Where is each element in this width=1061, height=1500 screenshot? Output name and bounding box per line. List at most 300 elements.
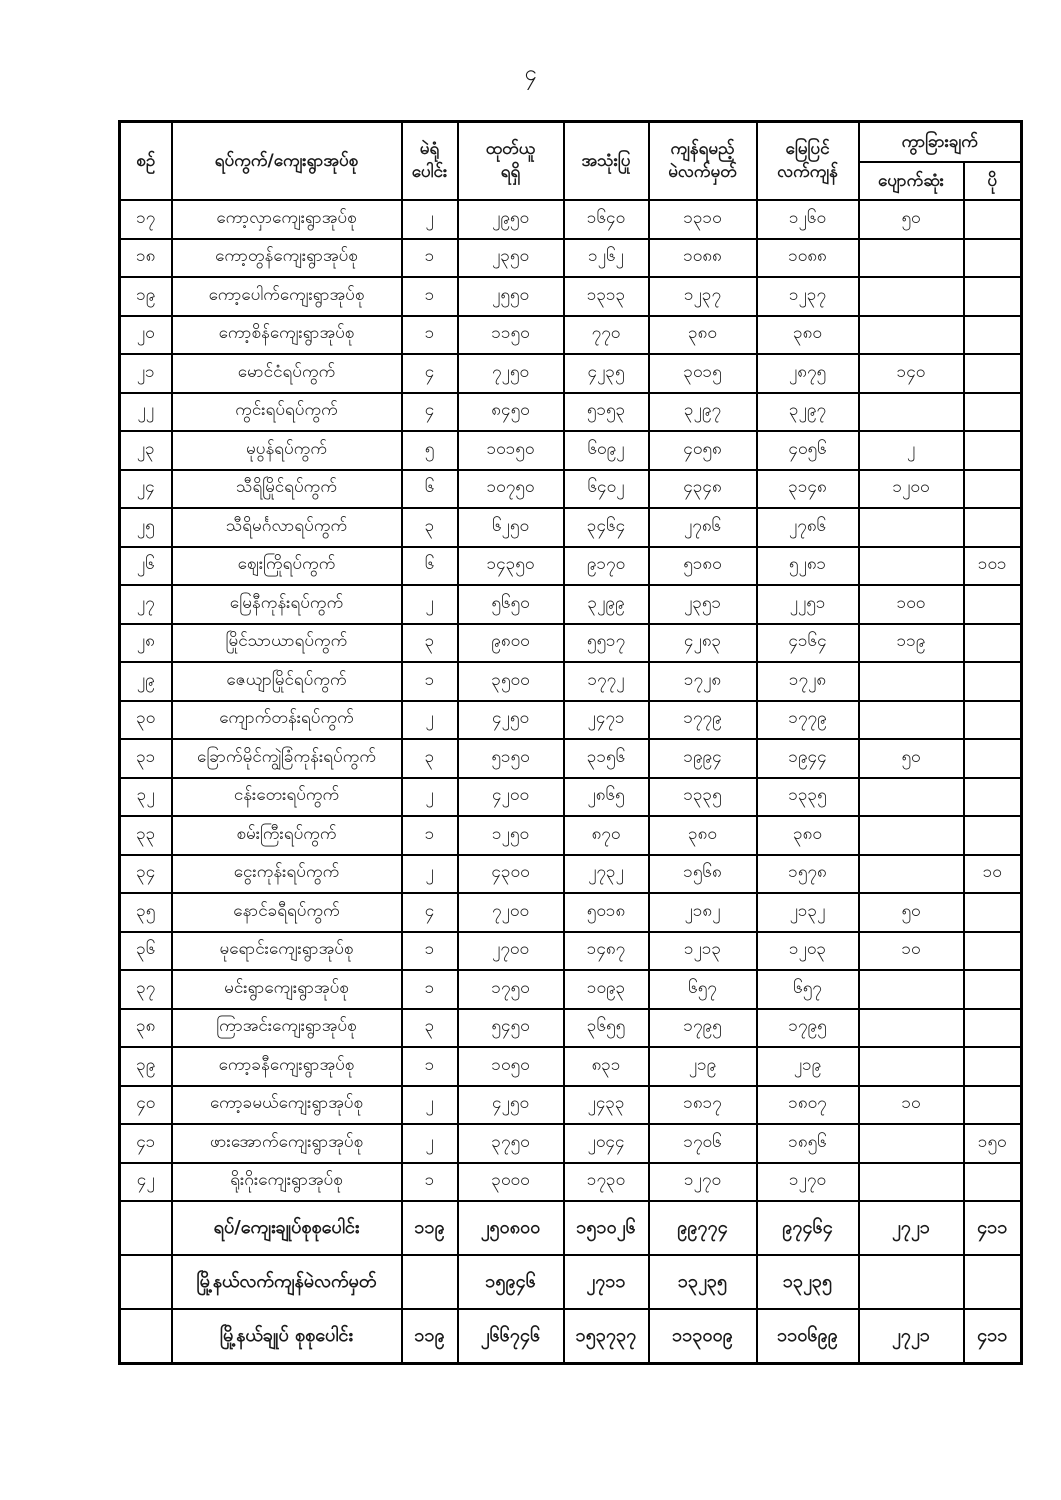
value-cell: ၁၇၂၈: [649, 662, 757, 701]
value-cell: [964, 624, 1022, 663]
value-cell: ၁၃၁၃: [564, 277, 649, 316]
ward-name-cell: မုပွန်ရပ်ကွက်: [172, 431, 402, 470]
value-cell: ၆: [402, 470, 458, 509]
value-cell: ၂၂၅၁: [757, 585, 859, 624]
value-cell: ၉၈၀၀: [458, 624, 564, 663]
table-row: [120, 393, 1022, 432]
value-cell: ၁၀၈၈: [757, 239, 859, 278]
value-cell: ၄: [402, 393, 458, 432]
value-cell: [859, 1163, 964, 1202]
serial-cell: ၃၆: [120, 932, 172, 971]
table-row: [120, 624, 1022, 663]
value-cell: [964, 354, 1022, 393]
value-cell: ၄၃၄၈: [649, 470, 757, 509]
total-value-cell: [964, 1255, 1022, 1309]
serial-cell: ၄၁: [120, 1124, 172, 1163]
serial-cell: ၃၀: [120, 701, 172, 740]
value-cell: ၁: [402, 1163, 458, 1202]
col-header-extra: ပို: [964, 162, 1022, 200]
value-cell: [859, 970, 964, 1009]
value-cell: ၈၃၁: [564, 1047, 649, 1086]
page-number: ၄: [524, 61, 537, 86]
value-cell: [859, 316, 964, 355]
value-cell: [964, 277, 1022, 316]
value-cell: [859, 816, 964, 855]
value-cell: [964, 662, 1022, 701]
value-cell: ၅၀: [859, 739, 964, 778]
table-header: [120, 122, 1022, 201]
value-cell: ၃: [402, 739, 458, 778]
table-row: [120, 354, 1022, 393]
value-cell: ၁၀: [964, 855, 1022, 894]
ward-name-cell: နောင်ခရီရပ်ကွက်: [172, 893, 402, 932]
table-row: [120, 855, 1022, 894]
value-cell: ၁၃၃၅: [757, 778, 859, 817]
value-cell: ၁၁၉: [859, 624, 964, 663]
value-cell: [859, 393, 964, 432]
value-cell: [964, 1009, 1022, 1048]
ward-name-cell: ကော့စိန်ကျေးရွာအုပ်စု: [172, 316, 402, 355]
table-row: [120, 701, 1022, 740]
col-header-difference: ကွာခြားချက်: [859, 122, 1022, 163]
total-row: [120, 1309, 1022, 1364]
value-cell: ၂၁၃၂: [757, 893, 859, 932]
ward-name-cell: ကော့တွန်ကျေးရွာအုပ်စု: [172, 239, 402, 278]
value-cell: ၂၁၉: [757, 1047, 859, 1086]
value-cell: ၃၂၉၇: [649, 393, 757, 432]
value-cell: ၇၇၀: [564, 316, 649, 355]
table-row: [120, 585, 1022, 624]
value-cell: ၁၀၁: [964, 547, 1022, 586]
ward-name-cell: စမ်းကြီးရပ်ကွက်: [172, 816, 402, 855]
value-cell: ၁: [402, 932, 458, 971]
serial-cell: ၂၅: [120, 508, 172, 547]
value-cell: ၃၅၀၀: [458, 662, 564, 701]
value-cell: ၁၅၇၈: [757, 855, 859, 894]
table-row: [120, 662, 1022, 701]
value-cell: ၂၁၈၂: [649, 893, 757, 932]
value-cell: ၃၆၅၅: [564, 1009, 649, 1048]
value-cell: ၂၄၇၁: [564, 701, 649, 740]
value-cell: ၃၀၀၀: [458, 1163, 564, 1202]
value-cell: [859, 855, 964, 894]
serial-cell: ၂၀: [120, 316, 172, 355]
serial-cell: ၂၇: [120, 585, 172, 624]
table-body: [120, 200, 1022, 1201]
value-cell: ၁၂၆၀: [757, 200, 859, 239]
value-cell: [964, 1047, 1022, 1086]
value-cell: [964, 393, 1022, 432]
value-cell: ၂၇၈၆: [757, 508, 859, 547]
table-row: [120, 470, 1022, 509]
value-cell: ၈၇၀: [564, 816, 649, 855]
total-value-cell: ၁၅၁၀၂၆: [564, 1201, 649, 1255]
value-cell: ၁၀၈၈: [649, 239, 757, 278]
value-cell: ၄၀၅၆: [757, 431, 859, 470]
value-cell: ၂၅၅၀: [458, 277, 564, 316]
ward-name-cell: မောင်ငံရပ်ကွက်: [172, 354, 402, 393]
ward-name-cell: ဖားအောက်ကျေးရွာအုပ်စု: [172, 1124, 402, 1163]
value-cell: [964, 239, 1022, 278]
total-value-cell: ၂၆၆၇၄၆: [458, 1309, 564, 1364]
value-cell: ၁: [402, 239, 458, 278]
value-cell: [859, 1124, 964, 1163]
col-header-lost: ပျောက်ဆုံး: [859, 162, 964, 200]
value-cell: ၁၈၅၆: [757, 1124, 859, 1163]
serial-cell: ၂၁: [120, 354, 172, 393]
table-row: [120, 1124, 1022, 1163]
value-cell: ၃: [402, 624, 458, 663]
total-value-cell: ၁၁၃၀၀၉: [649, 1309, 757, 1364]
ward-name-cell: သီရိမင်္ဂလာရပ်ကွက်: [172, 508, 402, 547]
table-row: [120, 547, 1022, 586]
ward-name-cell: ဇေယျာမြိုင်ရပ်ကွက်: [172, 662, 402, 701]
ward-name-cell: မြိုင်သာယာရပ်ကွက်: [172, 624, 402, 663]
value-cell: [859, 1047, 964, 1086]
table-row: [120, 431, 1022, 470]
value-cell: [964, 970, 1022, 1009]
value-cell: ၃: [402, 1009, 458, 1048]
value-cell: ၁၅၆၈: [649, 855, 757, 894]
serial-cell: ၃၁: [120, 739, 172, 778]
value-cell: ၄: [402, 893, 458, 932]
total-label-cell: မြို့နယ်လက်ကျန်မဲလက်မှတ်: [172, 1255, 402, 1309]
value-cell: ၅: [402, 431, 458, 470]
value-cell: ၁၂၇၀: [757, 1163, 859, 1202]
value-cell: ၁: [402, 277, 458, 316]
value-cell: [964, 739, 1022, 778]
value-cell: ၅၅၁၇: [564, 624, 649, 663]
table-row: [120, 932, 1022, 971]
value-cell: ၂: [402, 701, 458, 740]
value-cell: ၁: [402, 662, 458, 701]
serial-cell: ၃၈: [120, 1009, 172, 1048]
serial-cell: ၃၇: [120, 970, 172, 1009]
value-cell: ၁၂၃၇: [649, 277, 757, 316]
value-cell: ၁၀၅၀: [458, 1047, 564, 1086]
value-cell: ၁၇၂၈: [757, 662, 859, 701]
value-cell: ၂၇၀၀: [458, 932, 564, 971]
value-cell: ၁၀၁၅၀: [458, 431, 564, 470]
value-cell: ၄၂၅၀: [458, 701, 564, 740]
table-row: [120, 1163, 1022, 1202]
col-header-received-line2: ရရှိ: [500, 162, 521, 182]
value-cell: [859, 239, 964, 278]
col-header-used: အသုံးပြု: [564, 122, 649, 201]
value-cell: ၂: [402, 585, 458, 624]
value-cell: ၃၈၀: [649, 316, 757, 355]
table-row: [120, 1086, 1022, 1125]
value-cell: ၃၇၅၀: [458, 1124, 564, 1163]
value-cell: ၁၉၉၄: [649, 739, 757, 778]
ward-name-cell: ကော့ပေါက်ကျေးရွာအုပ်စု: [172, 277, 402, 316]
value-cell: ၈၄၅၀: [458, 393, 564, 432]
value-cell: [964, 778, 1022, 817]
value-cell: [964, 1163, 1022, 1202]
ward-name-cell: မုရောင်းကျေးရွာအုပ်စု: [172, 932, 402, 971]
value-cell: ၁၂၁၃: [649, 932, 757, 971]
value-cell: ၁၇၀၆: [649, 1124, 757, 1163]
col-header-received-line1: ထုတ်ယူ: [485, 139, 536, 160]
col-header-stations: [402, 122, 458, 201]
serial-cell: ၄၀: [120, 1086, 172, 1125]
total-value-cell: ၁၃၂၃၅: [649, 1255, 757, 1309]
col-header-ground-line1: မြေပြင်: [785, 139, 830, 160]
total-value-cell: ၁၅၃၇၃၇: [564, 1309, 649, 1364]
ballot-summary-table: [118, 120, 1023, 1365]
table-row: [120, 316, 1022, 355]
value-cell: [859, 277, 964, 316]
serial-cell: [120, 1255, 172, 1309]
value-cell: ၂: [402, 1124, 458, 1163]
value-cell: ၄၂၀၀: [458, 778, 564, 817]
value-cell: [859, 547, 964, 586]
table-row: [120, 508, 1022, 547]
value-cell: ၁၂၃၇: [757, 277, 859, 316]
value-cell: ၄၂၈၃: [649, 624, 757, 663]
value-cell: ၅၀၁၈: [564, 893, 649, 932]
value-cell: ၁၀၇၅၀: [458, 470, 564, 509]
serial-cell: ၁၇: [120, 200, 172, 239]
value-cell: [859, 778, 964, 817]
value-cell: ၄၂၃၅: [564, 354, 649, 393]
total-value-cell: ၁၃၂၃၅: [757, 1255, 859, 1309]
value-cell: ၁၈၁၇: [649, 1086, 757, 1125]
table-totals: [120, 1201, 1022, 1364]
value-cell: ၁: [402, 970, 458, 1009]
total-row: [120, 1255, 1022, 1309]
value-cell: ၄၃၀၀: [458, 855, 564, 894]
table-row: [120, 277, 1022, 316]
value-cell: [964, 316, 1022, 355]
ward-name-cell: ရိုးဂိုးကျေးရွာအုပ်စု: [172, 1163, 402, 1202]
value-cell: ၃၈၀: [649, 816, 757, 855]
total-label-cell: မြို့နယ်ချုပ် စုစုပေါင်း: [172, 1309, 402, 1364]
value-cell: ၁၄၃၅၀: [458, 547, 564, 586]
value-cell: ၁၃၃၅: [649, 778, 757, 817]
value-cell: ၂၁၉: [649, 1047, 757, 1086]
total-value-cell: ၉၇၄၆၄: [757, 1201, 859, 1255]
value-cell: [964, 508, 1022, 547]
table-row: [120, 778, 1022, 817]
value-cell: [964, 470, 1022, 509]
value-cell: ၂၃၅၁: [649, 585, 757, 624]
table-row: [120, 970, 1022, 1009]
value-cell: ၁: [402, 1047, 458, 1086]
value-cell: ၁၀၀: [859, 585, 964, 624]
value-cell: ၅၁၅၃: [564, 393, 649, 432]
value-cell: ၂: [402, 855, 458, 894]
total-value-cell: ၄၁၁: [964, 1309, 1022, 1364]
value-cell: ၁၀၉၃: [564, 970, 649, 1009]
value-cell: ၂၄၃၃: [564, 1086, 649, 1125]
value-cell: ၅၀: [859, 200, 964, 239]
value-cell: ၅၀: [859, 893, 964, 932]
value-cell: [964, 701, 1022, 740]
serial-cell: ၂၆: [120, 547, 172, 586]
value-cell: ၅၁၈၀: [649, 547, 757, 586]
ward-name-cell: ငန်းတေးရပ်ကွက်: [172, 778, 402, 817]
total-label-cell: ရပ်/ကျေးချုပ်စုစုပေါင်း: [172, 1201, 402, 1255]
value-cell: ၁၂၆၂: [564, 239, 649, 278]
table-row: [120, 239, 1022, 278]
value-cell: ၄၁၆၄: [757, 624, 859, 663]
value-cell: ၃၈၀: [757, 816, 859, 855]
total-value-cell: [859, 1255, 964, 1309]
ward-name-cell: ကြာအင်းကျေးရွာအုပ်စု: [172, 1009, 402, 1048]
col-header-serial: စဉ်: [120, 122, 172, 201]
value-cell: ၃၂၉၉: [564, 585, 649, 624]
col-header-remaining-line1: ကျန်ရမည့်: [670, 139, 735, 160]
value-cell: ၁၇၉၅: [649, 1009, 757, 1048]
serial-cell: ၃၂: [120, 778, 172, 817]
ward-name-cell: ငွေးကုန်းရပ်ကွက်: [172, 855, 402, 894]
value-cell: ၂၀၄၄: [564, 1124, 649, 1163]
value-cell: ၆: [402, 547, 458, 586]
value-cell: ၄၂၅၀: [458, 1086, 564, 1125]
value-cell: ၁၃၁၀: [649, 200, 757, 239]
serial-cell: ၃၃: [120, 816, 172, 855]
table-row: [120, 1009, 1022, 1048]
serial-cell: [120, 1201, 172, 1255]
value-cell: ၁၂၅၀: [458, 816, 564, 855]
value-cell: [964, 200, 1022, 239]
col-header-ground-line2: လက်ကျန်: [777, 162, 838, 182]
col-header-stations-line1: မဲရုံ: [419, 139, 440, 160]
value-cell: ၁၂၇၀: [649, 1163, 757, 1202]
total-value-cell: ၁၁၉: [402, 1309, 458, 1364]
value-cell: [964, 1086, 1022, 1125]
value-cell: ၃: [402, 508, 458, 547]
col-header-remaining-line2: မဲလက်မှတ်: [668, 162, 737, 182]
ward-name-cell: ဈေးကြိုရပ်ကွက်: [172, 547, 402, 586]
value-cell: ၆၄၀၂: [564, 470, 649, 509]
value-cell: ၉၁၇၀: [564, 547, 649, 586]
serial-cell: ၂၈: [120, 624, 172, 663]
value-cell: ၇၂၀၀: [458, 893, 564, 932]
serial-cell: [120, 1309, 172, 1364]
value-cell: ၄: [402, 354, 458, 393]
value-cell: ၆၀၉၂: [564, 431, 649, 470]
value-cell: ၅၁၅၀: [458, 739, 564, 778]
value-cell: [964, 431, 1022, 470]
total-value-cell: [402, 1255, 458, 1309]
serial-cell: ၁၈: [120, 239, 172, 278]
value-cell: ၆၅၇: [649, 970, 757, 1009]
table-row: [120, 200, 1022, 239]
value-cell: ၁၇၇၂: [564, 662, 649, 701]
value-cell: [859, 508, 964, 547]
serial-cell: ၃၄: [120, 855, 172, 894]
ward-name-cell: ကော့ခနီကျေးရွာအုပ်စု: [172, 1047, 402, 1086]
value-cell: ၁၇၅၀: [458, 970, 564, 1009]
value-cell: ၂: [402, 778, 458, 817]
total-value-cell: ၂၇၁၁: [564, 1255, 649, 1309]
value-cell: ၂၉၅၀: [458, 200, 564, 239]
table-row: [120, 739, 1022, 778]
value-cell: ၆၂၅၀: [458, 508, 564, 547]
value-cell: [859, 1009, 964, 1048]
value-cell: ၆၅၇: [757, 970, 859, 1009]
value-cell: ၃၂၉၇: [757, 393, 859, 432]
value-cell: ၁၄၀: [859, 354, 964, 393]
value-cell: ၁၁၅၀: [458, 316, 564, 355]
value-cell: ၁၂၀၀: [859, 470, 964, 509]
value-cell: ၂၇၃၂: [564, 855, 649, 894]
value-cell: ၂၇၈၆: [649, 508, 757, 547]
total-row: [120, 1201, 1022, 1255]
value-cell: ၂၈၆၅: [564, 778, 649, 817]
value-cell: ၇၂၅၀: [458, 354, 564, 393]
col-header-ward: ရပ်ကွက်/ကျေးရွာအုပ်စု: [172, 122, 402, 201]
col-header-stations-line2: ပေါင်း: [411, 162, 448, 182]
ward-name-cell: မြေနီကုန်းရပ်ကွက်: [172, 585, 402, 624]
value-cell: [964, 585, 1022, 624]
col-header-remaining: [649, 122, 757, 201]
value-cell: ၃၄၆၄: [564, 508, 649, 547]
serial-cell: ၁၉: [120, 277, 172, 316]
value-cell: ၂၈၇၅: [757, 354, 859, 393]
ward-name-cell: မင်းရွာကျေးရွာအုပ်စု: [172, 970, 402, 1009]
serial-cell: ၂၉: [120, 662, 172, 701]
value-cell: ၂: [402, 1086, 458, 1125]
value-cell: ၁၉၄၄: [757, 739, 859, 778]
value-cell: ၂: [402, 200, 458, 239]
total-value-cell: ၁၁၀၆၉၉: [757, 1309, 859, 1364]
total-value-cell: ၂၅၀၈၀၀: [458, 1201, 564, 1255]
value-cell: ၄၀၅၈: [649, 431, 757, 470]
value-cell: ၁၀: [859, 1086, 964, 1125]
serial-cell: ၂၄: [120, 470, 172, 509]
serial-cell: ၃၅: [120, 893, 172, 932]
total-value-cell: ၂၇၂၁: [859, 1309, 964, 1364]
ward-name-cell: ခြောက်မိုင်ကျွဲခြံကုန်းရပ်ကွက်: [172, 739, 402, 778]
value-cell: ၁၇၇၉: [649, 701, 757, 740]
value-cell: ၃၁၅၆: [564, 739, 649, 778]
value-cell: ၁၇၇၉: [757, 701, 859, 740]
col-header-received: [458, 122, 564, 201]
ward-name-cell: ကျောက်တန်းရပ်ကွက်: [172, 701, 402, 740]
value-cell: [964, 816, 1022, 855]
table-row: [120, 816, 1022, 855]
total-value-cell: ၁၁၉: [402, 1201, 458, 1255]
value-cell: [859, 662, 964, 701]
value-cell: [964, 932, 1022, 971]
total-value-cell: ၄၁၁: [964, 1201, 1022, 1255]
value-cell: ၁၀: [859, 932, 964, 971]
value-cell: ၅၄၅၀: [458, 1009, 564, 1048]
serial-cell: ၂၃: [120, 431, 172, 470]
value-cell: ၁၇၃၀: [564, 1163, 649, 1202]
ward-name-cell: ကွင်းရပ်ရပ်ကွက်: [172, 393, 402, 432]
value-cell: ၅၂၈၁: [757, 547, 859, 586]
value-cell: ၂၃၅၀: [458, 239, 564, 278]
value-cell: ၃၁၄၈: [757, 470, 859, 509]
serial-cell: ၂၂: [120, 393, 172, 432]
value-cell: [964, 893, 1022, 932]
serial-cell: ၃၉: [120, 1047, 172, 1086]
serial-cell: ၄၂: [120, 1163, 172, 1202]
table-row: [120, 893, 1022, 932]
value-cell: ၃၈၀: [757, 316, 859, 355]
value-cell: [859, 701, 964, 740]
value-cell: ၁: [402, 316, 458, 355]
value-cell: ၁၇၉၅: [757, 1009, 859, 1048]
ward-name-cell: ကော့ခမယ်ကျေးရွာအုပ်စု: [172, 1086, 402, 1125]
value-cell: ၃၀၁၅: [649, 354, 757, 393]
total-value-cell: ၂၇၂၁: [859, 1201, 964, 1255]
value-cell: ၅၆၅၀: [458, 585, 564, 624]
